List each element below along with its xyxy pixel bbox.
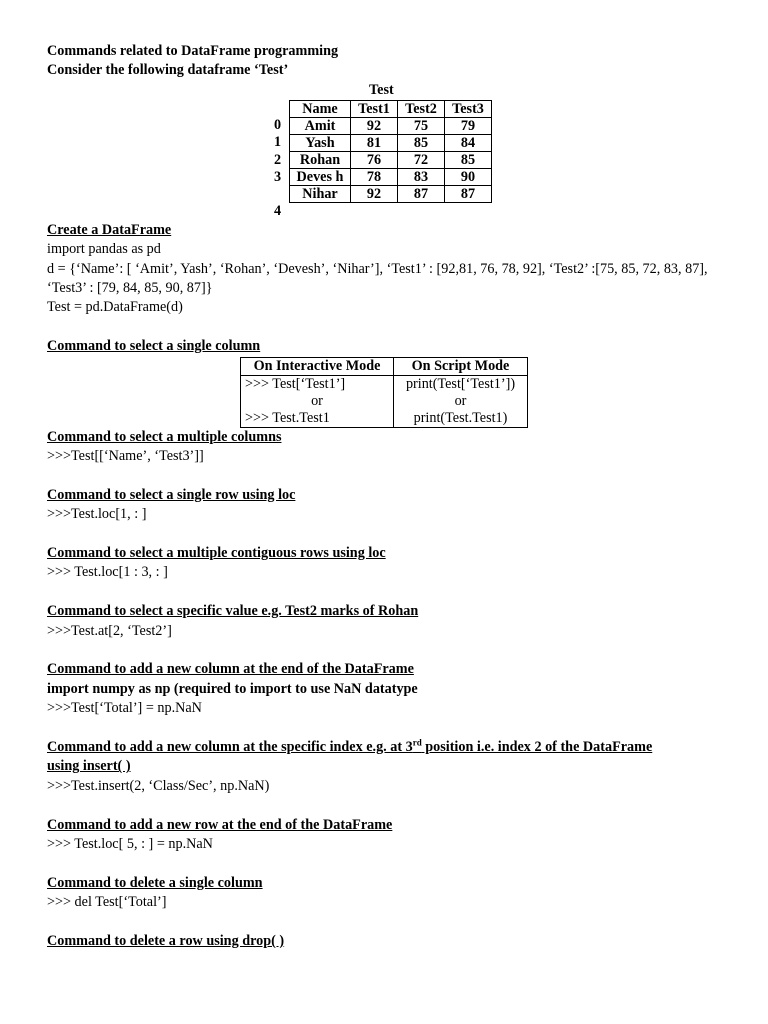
- index-label: 0: [274, 116, 282, 133]
- code-line: >>> Test.loc[ 5, : ] = np.NaN: [47, 836, 213, 853]
- table-cell: 87: [445, 185, 492, 202]
- table-cell: Yash: [290, 134, 351, 151]
- code-line: >>>Test.at[2, ‘Test2’]: [47, 622, 172, 639]
- code-line: d = {‘Name’: [ ‘Amit’, Yash’, ‘Rohan’, ‘Devesh’, ‘Nihar’], ‘Test1’ : [92,81, 76, 78, 92], ‘Test2’ :[75, 85, 72, 83, 87], ‘Test3’ : [79, 84, 85, 90, 87]}: [47, 260, 708, 297]
- code-line: >>> Test.loc[1 : 3, : ]: [47, 564, 168, 581]
- table-cell: 87: [398, 185, 445, 202]
- section-title: Command to select a single row using loc: [47, 486, 296, 503]
- table-cell: 81: [351, 134, 398, 151]
- dataframe-table: [289, 100, 492, 203]
- doc-heading: Commands related to DataFrame programming: [47, 43, 339, 59]
- code-line: >>>Test.insert(2, ‘Class/Sec’, np.NaN): [47, 777, 270, 794]
- table-cell: 83: [398, 168, 445, 185]
- code-line: import pandas as pd: [47, 241, 161, 258]
- code-line: >>> Test.Test1: [245, 409, 330, 426]
- section-title: Command to select a multiple columns: [47, 428, 282, 445]
- table-cell: 72: [398, 151, 445, 168]
- table-cell: 84: [445, 134, 492, 151]
- section-title: Command to delete a row using drop( ): [47, 933, 285, 950]
- code-line: Test = pd.DataFrame(d): [47, 299, 183, 316]
- section-title: Create a DataFrame: [47, 221, 172, 238]
- column-header: Test3: [445, 100, 492, 117]
- column-header: On Script Mode: [394, 357, 528, 375]
- table-row: [290, 151, 492, 168]
- column-header: Test2: [398, 100, 445, 117]
- code-line: print(Test[‘Test1’]): [405, 375, 516, 392]
- superscript: rd: [412, 737, 422, 748]
- column-header: Test1: [351, 100, 398, 117]
- section-title: Command to select a multiple contiguous rows using loc: [47, 545, 386, 562]
- table-header-row: [290, 100, 492, 117]
- table-header-row: [241, 357, 528, 375]
- table-row: [290, 134, 492, 151]
- table-cell: 79: [445, 117, 492, 134]
- table-cell: Deves h: [290, 168, 351, 185]
- code-line: print(Test.Test1): [413, 409, 508, 426]
- dataframe-index: [274, 117, 281, 221]
- table-cell: 92: [351, 185, 398, 202]
- table-cell: 75: [398, 117, 445, 134]
- index-label: 3: [274, 169, 282, 186]
- code-line: >>>Test[[‘Name’, ‘Test3’]]: [47, 448, 204, 465]
- index-label: 2: [274, 151, 282, 168]
- table-row: [290, 168, 492, 185]
- section-title-part: Command to add a new column at the specific index e.g. at 3: [47, 739, 413, 756]
- table-cell: [241, 375, 394, 427]
- code-line: >>> Test[‘Test1’]: [245, 375, 346, 392]
- code-line: >>>Test.loc[1, : ]: [47, 506, 147, 523]
- section-title: Command to delete a single column: [47, 874, 263, 891]
- table-cell: 92: [351, 117, 398, 134]
- code-line: or: [454, 392, 467, 409]
- code-line: >>> del Test[‘Total’]: [47, 894, 167, 911]
- note-line: import numpy as np (required to import to use NaN datatype: [47, 680, 418, 697]
- table-cell: 90: [445, 168, 492, 185]
- section-title: Command to add a new row at the end of the DataFrame: [47, 816, 393, 833]
- section-title: Command to select a specific value e.g. Test2 marks of Rohan: [47, 603, 419, 620]
- table-row: [290, 185, 492, 202]
- table-row: [290, 117, 492, 134]
- table-cell: 85: [398, 134, 445, 151]
- document-page: [47, 42, 727, 951]
- dataframe-figure: [47, 81, 727, 221]
- column-header: On Interactive Mode: [241, 357, 394, 375]
- section-title: Command to add a new column at the end of the DataFrame: [47, 661, 414, 678]
- index-label: 4: [274, 203, 282, 220]
- doc-subheading: Consider the following dataframe ‘Test’: [47, 62, 289, 79]
- table-cell: 76: [351, 151, 398, 168]
- dataframe-title: Test: [369, 81, 394, 98]
- section-title-part: using insert( ): [47, 758, 131, 775]
- table-row: [241, 375, 528, 427]
- table-cell: Amit: [290, 117, 351, 134]
- section-title-part: position i.e. index 2 of the DataFrame: [421, 739, 653, 756]
- index-label: 1: [274, 134, 282, 151]
- mode-table: [240, 357, 528, 428]
- table-cell: 78: [351, 168, 398, 185]
- table-cell: Nihar: [290, 185, 351, 202]
- table-cell: 85: [445, 151, 492, 168]
- table-cell: [394, 375, 528, 427]
- code-line: or: [311, 392, 323, 409]
- section-title: [47, 738, 727, 777]
- code-line: >>>Test[‘Total’] = np.NaN: [47, 700, 202, 717]
- section-title: Command to select a single column: [47, 338, 261, 355]
- column-header: Name: [290, 100, 351, 117]
- table-cell: Rohan: [290, 151, 351, 168]
